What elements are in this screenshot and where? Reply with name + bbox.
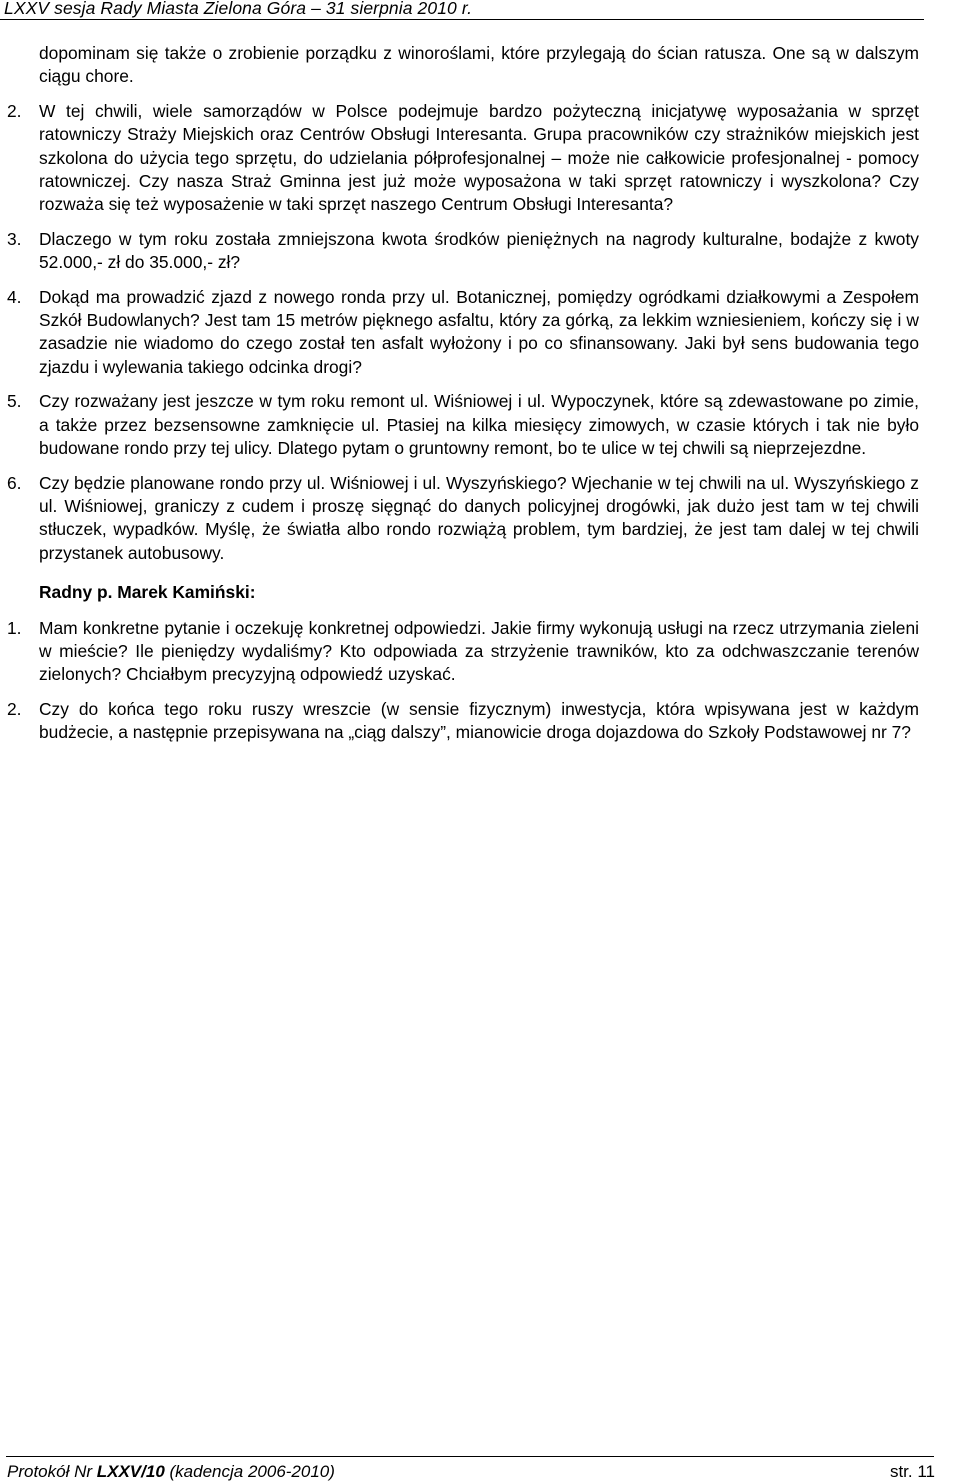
questions-list-1 — [7, 100, 919, 565]
item-number: 1. — [7, 617, 22, 638]
item-number: 4. — [7, 286, 22, 307]
protocol-reference — [7, 1462, 335, 1482]
page-footer — [0, 1456, 937, 1483]
header-divider — [0, 19, 924, 20]
protocol-prefix: Protokół Nr — [7, 1462, 97, 1481]
item-number: 5. — [7, 391, 22, 412]
item-text: Dlaczego w tym roku została zmniejszona kwota środków pieniężnych na nagrody kulturalne, bodajże z kwoty 52.000,- zł do 35.000,- zł? — [39, 228, 919, 273]
item-number: 3. — [7, 228, 22, 249]
page-header — [0, 0, 924, 20]
document-body — [7, 42, 919, 745]
list-item — [7, 286, 919, 380]
item-number: 2. — [7, 698, 22, 719]
protocol-number: LXXV/10 — [96, 1462, 165, 1481]
list-item — [7, 617, 919, 687]
item-text: Mam konkretne pytanie i oczekuję konkretnej odpowiedzi. Jakie firmy wykonują usługi na rzecz utrzymania zieleni w mieście? Ile pieniędzy wydaliśmy? Kto odpowiada za strzyżenie trawników, kto za odchwaszczanie terenów zielonych? Chciałbym precyzyjną odpowiedź uzyskać. — [39, 617, 919, 685]
questions-list-2 — [7, 617, 919, 745]
item-number: 2. — [7, 100, 22, 121]
list-item — [7, 100, 919, 217]
item-text: Czy będzie planowane rondo przy ul. Wiśniowej i ul. Wyszyńskiego? Wjechanie w tej chwili na ul. Wyszyńskiego z ul. Wiśniowej, graniczy z cudem i proszę sięgnąć do danych policyjnej drogówki, jak dużo jest tam w tej chwili stłuczek, wypadków. Myślę, że światła albo rondo rozwiążą problem, tym bardziej, że jest tam dalej w tej chwili przystanek autobusowy. — [39, 472, 919, 563]
list-item — [7, 390, 919, 460]
list-item — [7, 472, 919, 566]
item-text: W tej chwili, wiele samorządów w Polsce podejmuje bardzo pożyteczną inicjatywę wyposażania w sprzęt ratowniczy Straży Miejskich oraz Centrów Obsługi Interesanta. Grupa pracowników czy strażników miejskich jest szkolona do użycia tego sprzętu, do udzielania półprofesjonalnej – może nie całkowicie profesjonalnej - pomocy ratowniczej. Czy nasza Straż Gminna jest już może wyposażona w taki sprzęt ratowniczy i wyszkolona? Czy rozważa się też wyposażenie w taki sprzęt naszego Centrum Obsługi Interesanta? — [39, 100, 919, 215]
item-text: Czy rozważany jest jeszcze w tym roku remont ul. Wiśniowej i ul. Wypoczynek, które są zdewastowane po zimie, a także przez bezsensowne zamknięcie ul. Ptasiej na kilka miesięcy zimowych, w czasie których i tak nie było budowane rondo przy tej ulicy. Dlatego pytam o gruntowny remont, bo te ulice w tej chwili są nieprzejezdne. — [39, 391, 919, 459]
speaker-heading: Radny p. Marek Kamiński: — [39, 582, 256, 603]
item-text: Czy do końca tego roku ruszy wreszcie (w sensie fizycznym) inwestycja, która wpisywana jest w każdym budżecie, a następnie przepisywana na „ciąg dalszy”, mianowicie droga dojazdowa do Szkoły Podstawowej nr 7? — [39, 698, 919, 743]
page-number: str. 11 — [889, 1462, 935, 1481]
session-title: LXXV sesja Rady Miasta Zielona Góra – 31 sierpnia 2010 r. — [4, 0, 473, 18]
protocol-term: (kadencja 2006-2010) — [164, 1462, 335, 1481]
item-text: Dokąd ma prowadzić zjazd z nowego ronda przy ul. Botanicznej, pomiędzy ogródkami działkowymi a Zespołem Szkół Budowlanych? Jest tam 15 metrów pięknego asfaltu, który za górką, za lekkim wzniesieniem, kończy się i w zasadzie nie wiadomo do czego został ten asfalt wyłożony i po co sfinansowany. Jaki był sens budowania tego zjazdu i wylewania takiego odcinka drogi? — [39, 286, 919, 377]
footer-divider — [6, 1456, 934, 1457]
list-item — [7, 698, 919, 745]
item-number: 6. — [7, 472, 22, 493]
intro-paragraph: dopominam się także o zrobienie porządku z winoroślami, które przylegają do ścian ratusza. One są w dalszym ciągu chore. — [39, 43, 919, 87]
list-item — [7, 228, 919, 275]
